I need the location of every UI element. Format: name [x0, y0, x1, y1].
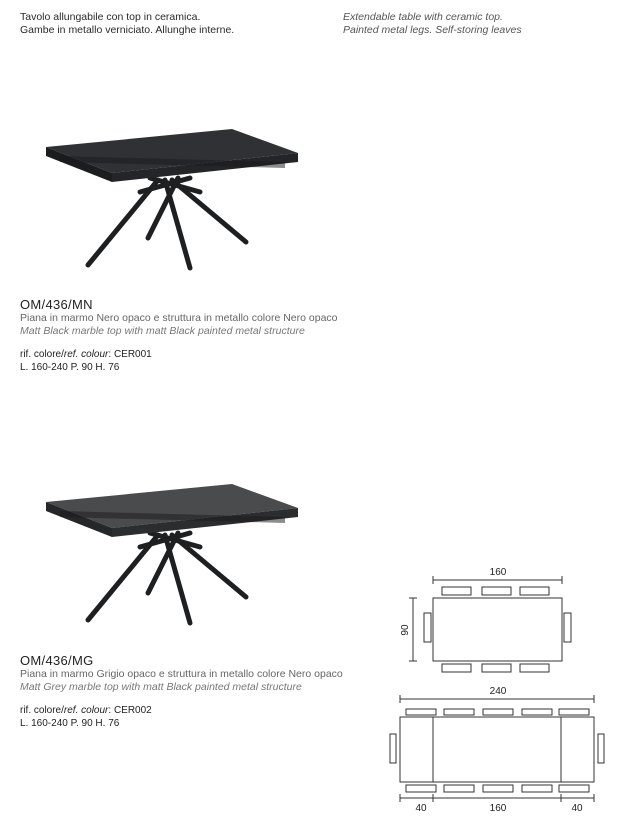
product-dimensions: L. 160-240 P. 90 H. 76: [20, 361, 120, 373]
header-italian: [20, 11, 234, 37]
product-description: [20, 668, 343, 693]
small-table-outline: [433, 598, 562, 661]
ref-label-it: rif. colore/: [20, 705, 64, 716]
product-description: [20, 312, 338, 337]
header-en-line2: Painted metal legs. Self-storing leaves: [343, 24, 522, 36]
colour-reference: rif. colore/ref. colour: CER001: [20, 349, 152, 360]
header-en-line1: Extendable table with ceramic top.: [343, 11, 503, 23]
description-english: Matt Black marble top with matt Black painted metal structure: [20, 324, 305, 337]
ref-label-it: rif. colore/: [20, 349, 64, 360]
large-right-label: 40: [571, 803, 583, 814]
large-left-label: 40: [415, 803, 427, 814]
product-reference: [20, 705, 152, 730]
ref-label-en: ref. colour: [63, 705, 109, 716]
table-legs: [88, 178, 246, 268]
ref-label-en: ref. colour: [63, 349, 109, 360]
product-dimensions: L. 160-240 P. 90 H. 76: [20, 717, 120, 729]
product-reference: [20, 349, 152, 374]
table-image-black: [40, 120, 310, 280]
header-english: [343, 11, 522, 37]
large-table-outline: [400, 717, 594, 782]
header-it-line1: Tavolo allungabile con top in ceramica.: [20, 11, 201, 23]
large-middle-label: 160: [489, 803, 507, 814]
description-english: Matt Grey marble top with matt Black painted metal structure: [20, 680, 302, 693]
description-italian: Piana in marmo Grigio opaco e struttura in metallo colore Nero opaco: [20, 668, 343, 680]
header-it-line2: Gambe in metallo verniciato. Allunghe interne.: [20, 24, 235, 36]
product-code: OM/436/MN: [20, 297, 93, 312]
plan-drawings: [380, 560, 620, 820]
ref-code: CER002: [113, 705, 152, 716]
colour-reference: rif. colore/ref. colour: CER002: [20, 705, 152, 716]
small-depth-label: 90: [400, 624, 411, 636]
large-width-label: 240: [489, 686, 507, 697]
table-legs: [88, 533, 246, 623]
product-code: OM/436/MG: [20, 653, 94, 668]
ref-code: CER001: [113, 349, 152, 360]
description-italian: Piana in marmo Nero opaco e struttura in metallo colore Nero opaco: [20, 312, 338, 324]
small-width-label: 160: [489, 567, 507, 578]
table-image-grey: [40, 475, 310, 635]
